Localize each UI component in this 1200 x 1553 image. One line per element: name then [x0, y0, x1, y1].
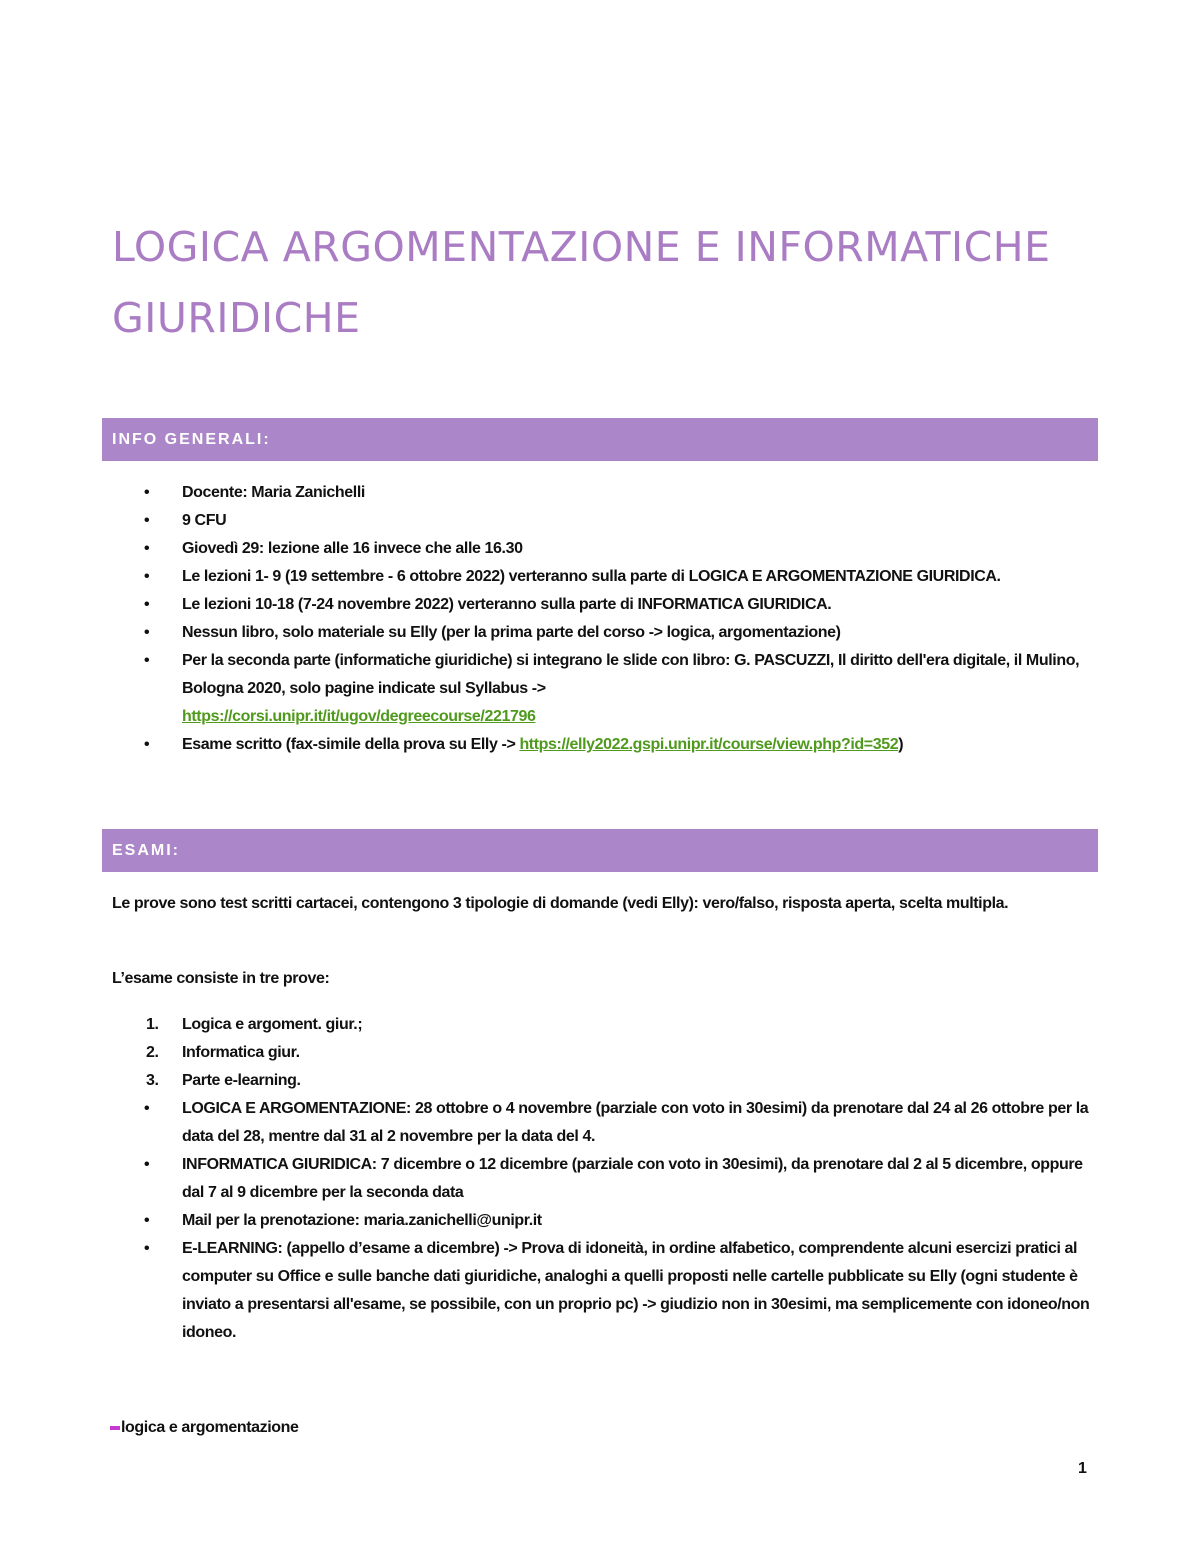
page-number: 1 [1078, 1460, 1087, 1477]
footer-note: logica e argomentazione [110, 1414, 299, 1442]
list-item: • Mail per la prenotazione: maria.zanichelli@unipr.it [0, 1207, 1090, 1235]
item-number: 3. [146, 1072, 159, 1089]
item-number: 2. [146, 1044, 159, 1061]
esami-list [0, 1011, 1090, 1347]
list-item: • Giovedì 29: lezione alle 16 invece che alle 16.30 [0, 535, 1090, 563]
bullet-icon: • [144, 1212, 150, 1229]
info-list [0, 479, 1090, 759]
list-item: • E-LEARNING: (appello d’esame a dicembre) -> Prova di idoneità, in ordine alfabetico, comprendente alcuni esercizi pratici al computer su Office e sulle banche dati giuridiche, analoghi a quelli proposti nelle cartelle pubblicate su Elly (ogni studente è inviato a presentarsi all'esame, se possibile, con un proprio pc) -> giudizio non in 30esimi, ma semplicemente con idoneo/non idoneo. [0, 1235, 1090, 1347]
bullet-icon: • [144, 1156, 150, 1173]
list-item: • Docente: Maria Zanichelli [0, 479, 1090, 507]
esami-structure-paragraph: L’esame consiste in tre prove: [112, 970, 330, 987]
bullet-icon: • [144, 540, 150, 557]
title-line-2: GIURIDICHE [112, 294, 361, 342]
list-item: • Esame scritto (fax-simile della prova su Elly -> https://elly2022.gspi.unipr.it/course/view.php?id=352) [0, 731, 1090, 759]
bullet-icon: • [144, 568, 150, 585]
list-item: • Per la seconda parte (informatiche giuridiche) si integrano le slide con libro: G. PASCUZZI, Il diritto dell'era digitale, il Mulino, Bologna 2020, solo pagine indicate sul Syllabus -> https://corsi.unipr.it/it/ugov/degreecourse/221796 [0, 647, 1090, 731]
list-item: • 9 CFU [0, 507, 1090, 535]
bullet-icon: • [144, 1100, 150, 1117]
list-item: • INFORMATICA GIURIDICA: 7 dicembre o 12 dicembre (parziale con voto in 30esimi), da prenotare dal 2 al 5 dicembre, oppure dal 7 al 9 dicembre per la seconda data [0, 1151, 1090, 1207]
numbered-item: 1. Logica e argoment. giur.; [0, 1011, 1090, 1039]
bullet-icon: • [144, 1240, 150, 1257]
list-item: • Le lezioni 10-18 (7-24 novembre 2022) verteranno sulla parte di INFORMATICA GIURIDICA. [0, 591, 1090, 619]
numbered-item: 2. Informatica giur. [0, 1039, 1090, 1067]
comment-marker-icon [110, 1426, 120, 1430]
bullet-icon: • [144, 652, 150, 669]
item-number: 1. [146, 1016, 159, 1033]
section-heading-info: INFO GENERALI: [102, 418, 1098, 461]
section-heading-esami: ESAMI: [102, 829, 1098, 872]
list-item: • LOGICA E ARGOMENTAZIONE: 28 ottobre o 4 novembre (parziale con voto in 30esimi) da prenotare dal 24 al 26 ottobre per la data del 28, mentre dal 31 al 2 novembre per la data del 4. [0, 1095, 1090, 1151]
document-title [112, 212, 1112, 354]
list-item: • Nessun libro, solo materiale su Elly (per la prima parte del corso -> logica, argomentazione) [0, 619, 1090, 647]
bullet-icon: • [144, 484, 150, 501]
bullet-icon: • [144, 512, 150, 529]
esami-intro-paragraph: Le prove sono test scritti cartacei, contengono 3 tipologie di domande (vedi Elly): vero/falso, risposta aperta, scelta multipla. [112, 895, 1009, 912]
bullet-icon: • [144, 596, 150, 613]
syllabus-link[interactable]: https://corsi.unipr.it/it/ugov/degreecourse/221796 [182, 708, 536, 725]
bullet-icon: • [144, 736, 150, 753]
elly-course-link[interactable]: https://elly2022.gspi.unipr.it/course/view.php?id=352 [519, 736, 899, 753]
list-item: • Le lezioni 1- 9 (19 settembre - 6 ottobre 2022) verteranno sulla parte di LOGICA E ARGOMENTAZIONE GIURIDICA. [0, 563, 1090, 591]
numbered-item: 3. Parte e-learning. [0, 1067, 1090, 1095]
bullet-icon: • [144, 624, 150, 641]
title-line-1: LOGICA ARGOMENTAZIONE E INFORMATICHE [112, 223, 1051, 271]
